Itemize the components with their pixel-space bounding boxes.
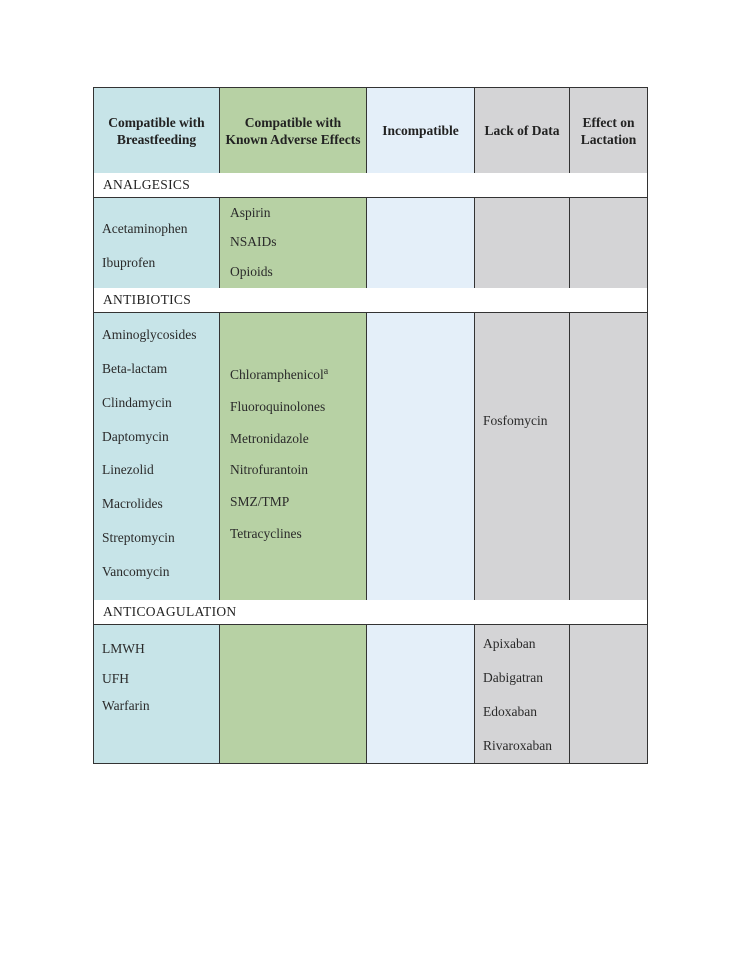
- antibiotics-incompatible-cell: [367, 313, 475, 600]
- section-label-antibiotics: ANTIBIOTICS: [94, 288, 647, 313]
- analgesics-compatible-cell: [94, 198, 220, 288]
- section-label-analgesics: ANALGESICS: [94, 173, 647, 198]
- list-item: Acetaminophen: [102, 221, 188, 236]
- list-item: Rivaroxaban: [483, 738, 552, 753]
- analgesics-lack-cell: [475, 198, 570, 288]
- anticoagulation-lactation-cell: [570, 625, 647, 763]
- footnote-marker: a: [323, 366, 329, 377]
- list-item: Beta-lactam: [102, 361, 168, 376]
- list-item: Metronidazole: [230, 431, 309, 446]
- list-item: Aspirin: [230, 205, 271, 220]
- list-item: NSAIDs: [230, 234, 277, 249]
- list-item: Opioids: [230, 264, 273, 279]
- anticoagulation-incompatible-cell: [367, 625, 475, 763]
- analgesics-lactation-cell: [570, 198, 647, 288]
- list-item: Fosfomycin: [483, 413, 548, 428]
- list-item: Macrolides: [102, 496, 163, 511]
- list-item: Warfarin: [102, 698, 150, 713]
- section-label-anticoagulation: ANTICOAGULATION: [94, 600, 647, 625]
- list-item: Daptomycin: [102, 429, 169, 444]
- list-item: Apixaban: [483, 636, 536, 651]
- anticoagulation-row: [94, 625, 647, 763]
- anticoagulation-compatible-cell: [94, 625, 220, 763]
- list-item: Linezolid: [102, 462, 154, 477]
- list-item: Fluoroquinolones: [230, 399, 326, 414]
- antibiotics-adverse-cell: [220, 313, 367, 600]
- list-item: Clindamycin: [102, 395, 172, 410]
- list-item: Nitrofurantoin: [230, 462, 308, 477]
- list-item: Dabigatran: [483, 670, 543, 685]
- analgesics-row: [94, 198, 647, 289]
- drug-compatibility-table: [93, 87, 648, 764]
- header-effect-on-lactation: Effect on Lactation: [570, 88, 647, 173]
- list-item: Edoxaban: [483, 704, 537, 719]
- analgesics-adverse-cell: [220, 198, 367, 288]
- anticoagulation-lack-cell: [475, 625, 570, 763]
- list-item: Ibuprofen: [102, 255, 156, 270]
- antibiotics-compatible-cell: [94, 313, 220, 600]
- analgesics-incompatible-cell: [367, 198, 475, 288]
- header-compatible-adverse: Compatible with Known Adverse Effects: [220, 88, 367, 173]
- header-incompatible: Incompatible: [367, 88, 475, 173]
- list-item: UFH: [102, 671, 130, 686]
- list-item: LMWH: [102, 641, 145, 656]
- anticoagulation-adverse-cell: [220, 625, 367, 763]
- header-lack-of-data: Lack of Data: [475, 88, 570, 173]
- list-item: Aminoglycosides: [102, 327, 197, 342]
- antibiotics-lactation-cell: [570, 313, 647, 600]
- list-item: SMZ/TMP: [230, 494, 290, 509]
- header-compatible: Compatible with Breastfeeding: [94, 88, 220, 173]
- list-item: Vancomycin: [102, 564, 170, 579]
- list-item: Chloramphenicol$^a$: [230, 366, 329, 382]
- list-item: Tetracyclines: [230, 526, 302, 541]
- list-item: Streptomycin: [102, 530, 175, 545]
- antibiotics-row: [94, 313, 647, 601]
- antibiotics-lack-cell: [475, 313, 570, 600]
- table-header-row: [94, 88, 647, 174]
